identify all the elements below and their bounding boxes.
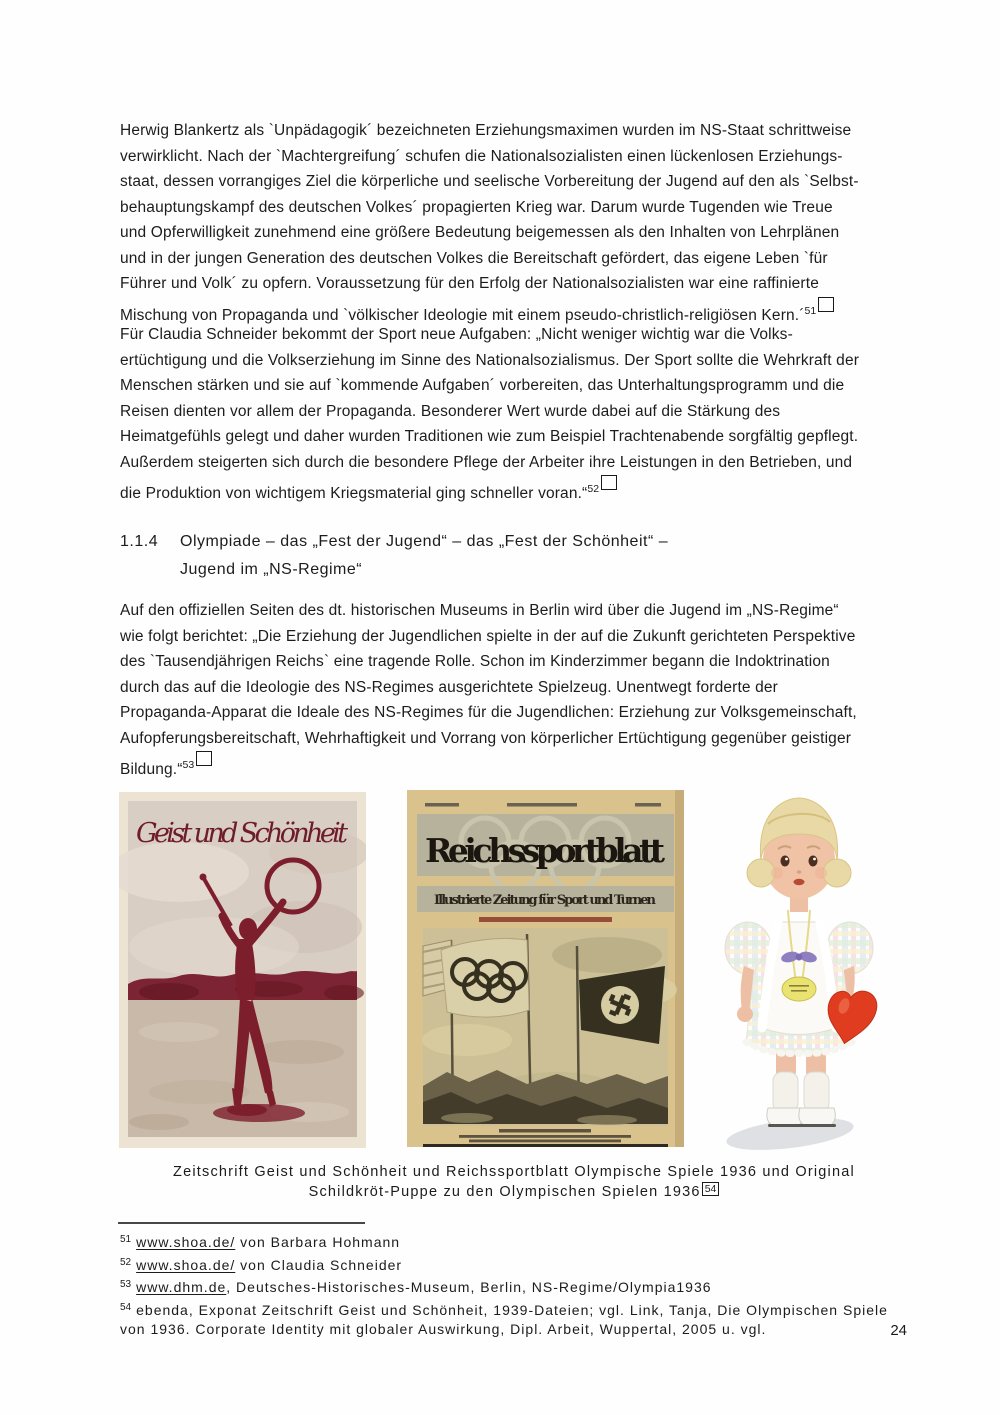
olympic-flag: [441, 938, 529, 1017]
text-run: die Produktion von wichtigem Kriegsmaterial ging schneller voran.“: [120, 485, 588, 502]
red-microtext: [479, 917, 612, 922]
rsb-subtitle-text: Illustrierte Zeitung für Sport und Turnen: [434, 893, 656, 908]
section-title-line2: Jugend im „NS-Regime“: [180, 561, 363, 578]
footnote-link[interactable]: www.shoa.de/: [136, 1234, 236, 1250]
doll-sock: [804, 1072, 829, 1112]
page-number: 24: [890, 1322, 907, 1339]
text-run: Außerdem steigerten sich durch die besondere Pflege der Arbeiter ihre Leistungen in den Betrieben, und: [120, 453, 853, 471]
text-run: Mischung von Propaganda und `völkischer Ideologie mit einem pseudo-christlich-religiösen Kern.´: [120, 306, 805, 324]
text-run: Menschen stärken und sie auf `kommende Aufgaben´ vorbereiten, das Unterhaltungsprogramm und die: [120, 377, 845, 394]
text-line: [120, 348, 910, 374]
text-line: [120, 624, 910, 650]
rsb-title-text: Reichssportblatt: [425, 831, 665, 870]
reichssportblatt-cover-illustration: [407, 790, 684, 1147]
figure-geist-und-schoenheit: [119, 792, 366, 1148]
text-run: Führer und Volk´ zu opfern. Voraussetzung für den Erfolg der Nationalsozialisten war eine raffinierte: [120, 275, 819, 292]
text-run: Reisen dienten vor allem der Propaganda. Besonderer Wert wurde dabei auf die Stärkung des: [120, 402, 781, 420]
text-run: behauptungskampf des deutschen Volkes´ propagierten Krieg war. Darum wurde Tugenden wie Treue: [120, 198, 833, 216]
text-line: [120, 118, 910, 144]
text-line: [120, 271, 910, 297]
masthead-microtext: [425, 803, 459, 807]
text-line: [120, 675, 910, 701]
figure-schildkroet-puppe: [698, 760, 902, 1160]
text-line: [120, 144, 910, 170]
footnote-text: , Deutsches-Historisches-Museum, Berlin, NS-Regime/Olympia1936: [226, 1279, 712, 1295]
section-title-line1: Olympiade – das „Fest der Jugend“ – das „Fest der Schönheit“ –: [180, 533, 669, 550]
flags-photo: [422, 928, 677, 1126]
footnote-link[interactable]: www.shoa.de/: [136, 1256, 236, 1273]
footnote-number: 52: [120, 1256, 132, 1268]
footnotes: [120, 1230, 910, 1340]
footnote-ref-52: 52: [587, 485, 617, 502]
doll-hand: [737, 1006, 753, 1022]
geist-title-text: Geist und Schönheit: [136, 818, 348, 849]
text-line: [120, 246, 910, 272]
text-run: und in der jungen Generation des deutschen Volkes die Bereitschaft gefördert, das eigene Leben `für: [120, 249, 828, 267]
text-run: Auf den offiziellen Seiten des dt. historischen Museums in Berlin wird über die Jugend im „NS-Regime“: [120, 602, 839, 619]
section-title: [180, 528, 668, 584]
footnote-number: 51: [120, 1234, 132, 1245]
text-line: [120, 726, 910, 752]
section-number: 1.1.4: [120, 533, 159, 550]
text-line: [120, 297, 910, 323]
footnote-text: von Barbara Hohmann: [235, 1234, 401, 1250]
footnote-number: 53: [120, 1279, 132, 1290]
text-line: [120, 649, 910, 675]
photo-caption-microtext: [499, 1129, 591, 1133]
footnote-ref-54: 54: [702, 1182, 720, 1196]
text-run: Aufopferungsbereitschaft, Wehrhaftigkeit und Vorrang von körperlicher Ertüchtigung gegenüber geistiger: [120, 729, 852, 747]
text-line: [120, 373, 910, 399]
footnote-52: [120, 1253, 910, 1276]
footnote-number: 54: [120, 1301, 132, 1313]
text-run: ertüchtigung und die Volkserziehung im Sinne des Nationalsozialismus. Der Sport sollte die Wehrkraft der: [120, 351, 860, 369]
section-heading: [120, 528, 910, 584]
figure-caption: [120, 1162, 908, 1202]
missing-glyph-box-icon: [818, 297, 834, 312]
text-run: Heimatgefühls gelegt und daher wurden Traditionen wie zum Beispiel Trachtenabende sorgfältig gepflegt.: [120, 428, 859, 445]
doll-shoe: [799, 1108, 835, 1126]
text-line: [120, 598, 910, 624]
text-run: des `Tausendjährigen Reichs` eine tragende Rolle. Schon im Kinderzimmer begann die Indoktrination: [120, 653, 830, 670]
caption-line2: Schildkröt-Puppe zu den Olympischen Spielen 1936 54: [120, 1182, 908, 1202]
text-line: [120, 322, 910, 348]
doll-shoe: [767, 1108, 803, 1126]
text-run: Herwig Blankertz als `Unpädagogik´ bezeichneten Erziehungsmaximen wurden im NS-Staat schrittweise: [120, 122, 852, 139]
footnote-separator: [118, 1222, 365, 1224]
text-run: Propaganda-Apparat die Ideale des NS-Regimes für die Jugendlichen: Erziehung zur Volksgemeinschaft,: [120, 704, 857, 721]
footnote-51: [120, 1230, 910, 1253]
footnote-53: [120, 1275, 910, 1298]
paragraph-2: [120, 598, 910, 777]
doll-illustration: [698, 760, 902, 1160]
doll-sock: [773, 1072, 798, 1112]
missing-glyph-box-icon: [601, 475, 617, 490]
text-line: [120, 450, 910, 476]
text-run: Bildung.“: [120, 761, 183, 778]
geist-cover-illustration: [119, 792, 366, 1148]
missing-glyph-box-icon: [196, 751, 212, 766]
footnote-ref-51: 51: [805, 307, 835, 324]
footnote-text: von Claudia Schneider: [235, 1256, 403, 1273]
text-run: wie folgt berichtet: „Die Erziehung der Jugendlichen spielte in der auf die Zukunft gerichteten Perspektive: [120, 627, 856, 645]
footnote-link[interactable]: www.dhm.de: [136, 1279, 227, 1295]
footnote-ref-53: 53: [183, 761, 213, 778]
text-run: verwirklicht. Nach der `Machtergreifung´ schufen die Nationalsozialisten einen lückenlosen Erziehungs-: [120, 147, 843, 165]
footnote-text: ebenda, Exponat Zeitschrift Geist und Schönheit, 1939-Dateien; vgl. Link, Tanja, Die Olympischen Spiele von 1936. Corporate Identity mit globaler Auswirkung, Dipl. Arbeit, Wuppertal, 2005 u. vgl.: [120, 1301, 888, 1337]
caption-line1: Zeitschrift Geist und Schönheit und Reichssportblatt Olympische Spiele 1936 und Original: [173, 1164, 855, 1180]
text-run: durch das auf die Ideologie des NS-Regimes ausgerichtete Spielzeug. Unentwegt forderte der: [120, 678, 778, 696]
hair-side-curl: [823, 859, 851, 887]
text-line: [120, 475, 910, 501]
hair-side-curl: [747, 859, 775, 887]
text-run: und Opferwilligkeit zunehmend eine größere Bedeutung beigemessen als den Inhalten von Lehrplänen: [120, 224, 840, 241]
text-run: Für Claudia Schneider bekommt der Sport neue Aufgaben: „Nicht weniger wichtig war die Volks-: [120, 326, 793, 343]
text-run: staat, dessen vorrangiges Ziel die körperliche und seelische Vorbereitung der Jugend auf den als `Selbst-: [120, 173, 859, 190]
text-line: [120, 700, 910, 726]
footnote-54: [120, 1298, 910, 1340]
text-line: [120, 220, 910, 246]
text-line: [120, 424, 910, 450]
medal-tag: [782, 977, 816, 1001]
text-line: [120, 399, 910, 425]
text-line: [120, 195, 910, 221]
paragraph-1: [120, 118, 910, 501]
text-line: [120, 169, 910, 195]
figure-reichssportblatt: [407, 790, 684, 1147]
